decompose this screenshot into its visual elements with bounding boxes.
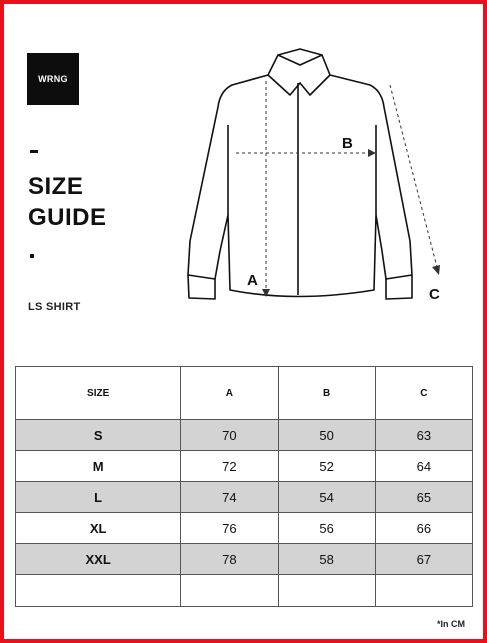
shirt-body xyxy=(188,75,412,297)
cell-size: XL xyxy=(16,513,181,544)
header-size: SIZE xyxy=(16,367,181,420)
cell-a: 76 xyxy=(181,513,278,544)
label-c: C xyxy=(429,286,440,303)
cell-a: 78 xyxy=(181,544,278,575)
header-b: B xyxy=(278,367,375,420)
cell-c: 65 xyxy=(375,482,472,513)
title-dash xyxy=(30,150,38,153)
cell-c: 63 xyxy=(375,420,472,451)
cell-b: 54 xyxy=(278,482,375,513)
title-line-1: SIZE xyxy=(28,173,84,200)
title-line-2: GUIDE xyxy=(28,204,107,231)
cell-a: 72 xyxy=(181,451,278,482)
brand-logo xyxy=(27,53,79,105)
cell-size: L xyxy=(16,482,181,513)
table-row xyxy=(16,451,473,482)
header-a: A xyxy=(181,367,278,420)
cell-c: 64 xyxy=(375,451,472,482)
cell-size: M xyxy=(16,451,181,482)
header-c: C xyxy=(375,367,472,420)
cell-c: 66 xyxy=(375,513,472,544)
product-label: LS SHIRT xyxy=(28,301,81,313)
cell-b: 56 xyxy=(278,513,375,544)
title-dot xyxy=(30,254,34,258)
unit-note: *In CM xyxy=(437,619,465,629)
cell-size: S xyxy=(16,420,181,451)
cell-a: 70 xyxy=(181,420,278,451)
cell-b: 52 xyxy=(278,451,375,482)
collar xyxy=(268,55,330,95)
cell-c: 67 xyxy=(375,544,472,575)
page-title xyxy=(28,171,107,233)
cell-a: 74 xyxy=(181,482,278,513)
label-a: A xyxy=(247,272,258,289)
brand-name: WRNG xyxy=(38,74,68,84)
table-row xyxy=(16,544,473,575)
cell-b: 58 xyxy=(278,544,375,575)
table-header-row xyxy=(16,367,473,420)
table-row-empty xyxy=(16,575,473,607)
table-row xyxy=(16,420,473,451)
cell-b: 50 xyxy=(278,420,375,451)
size-table xyxy=(15,366,473,607)
table-row xyxy=(16,513,473,544)
label-b: B xyxy=(342,135,353,152)
table-row xyxy=(16,482,473,513)
cell-size: XXL xyxy=(16,544,181,575)
shirt-diagram xyxy=(180,45,450,315)
